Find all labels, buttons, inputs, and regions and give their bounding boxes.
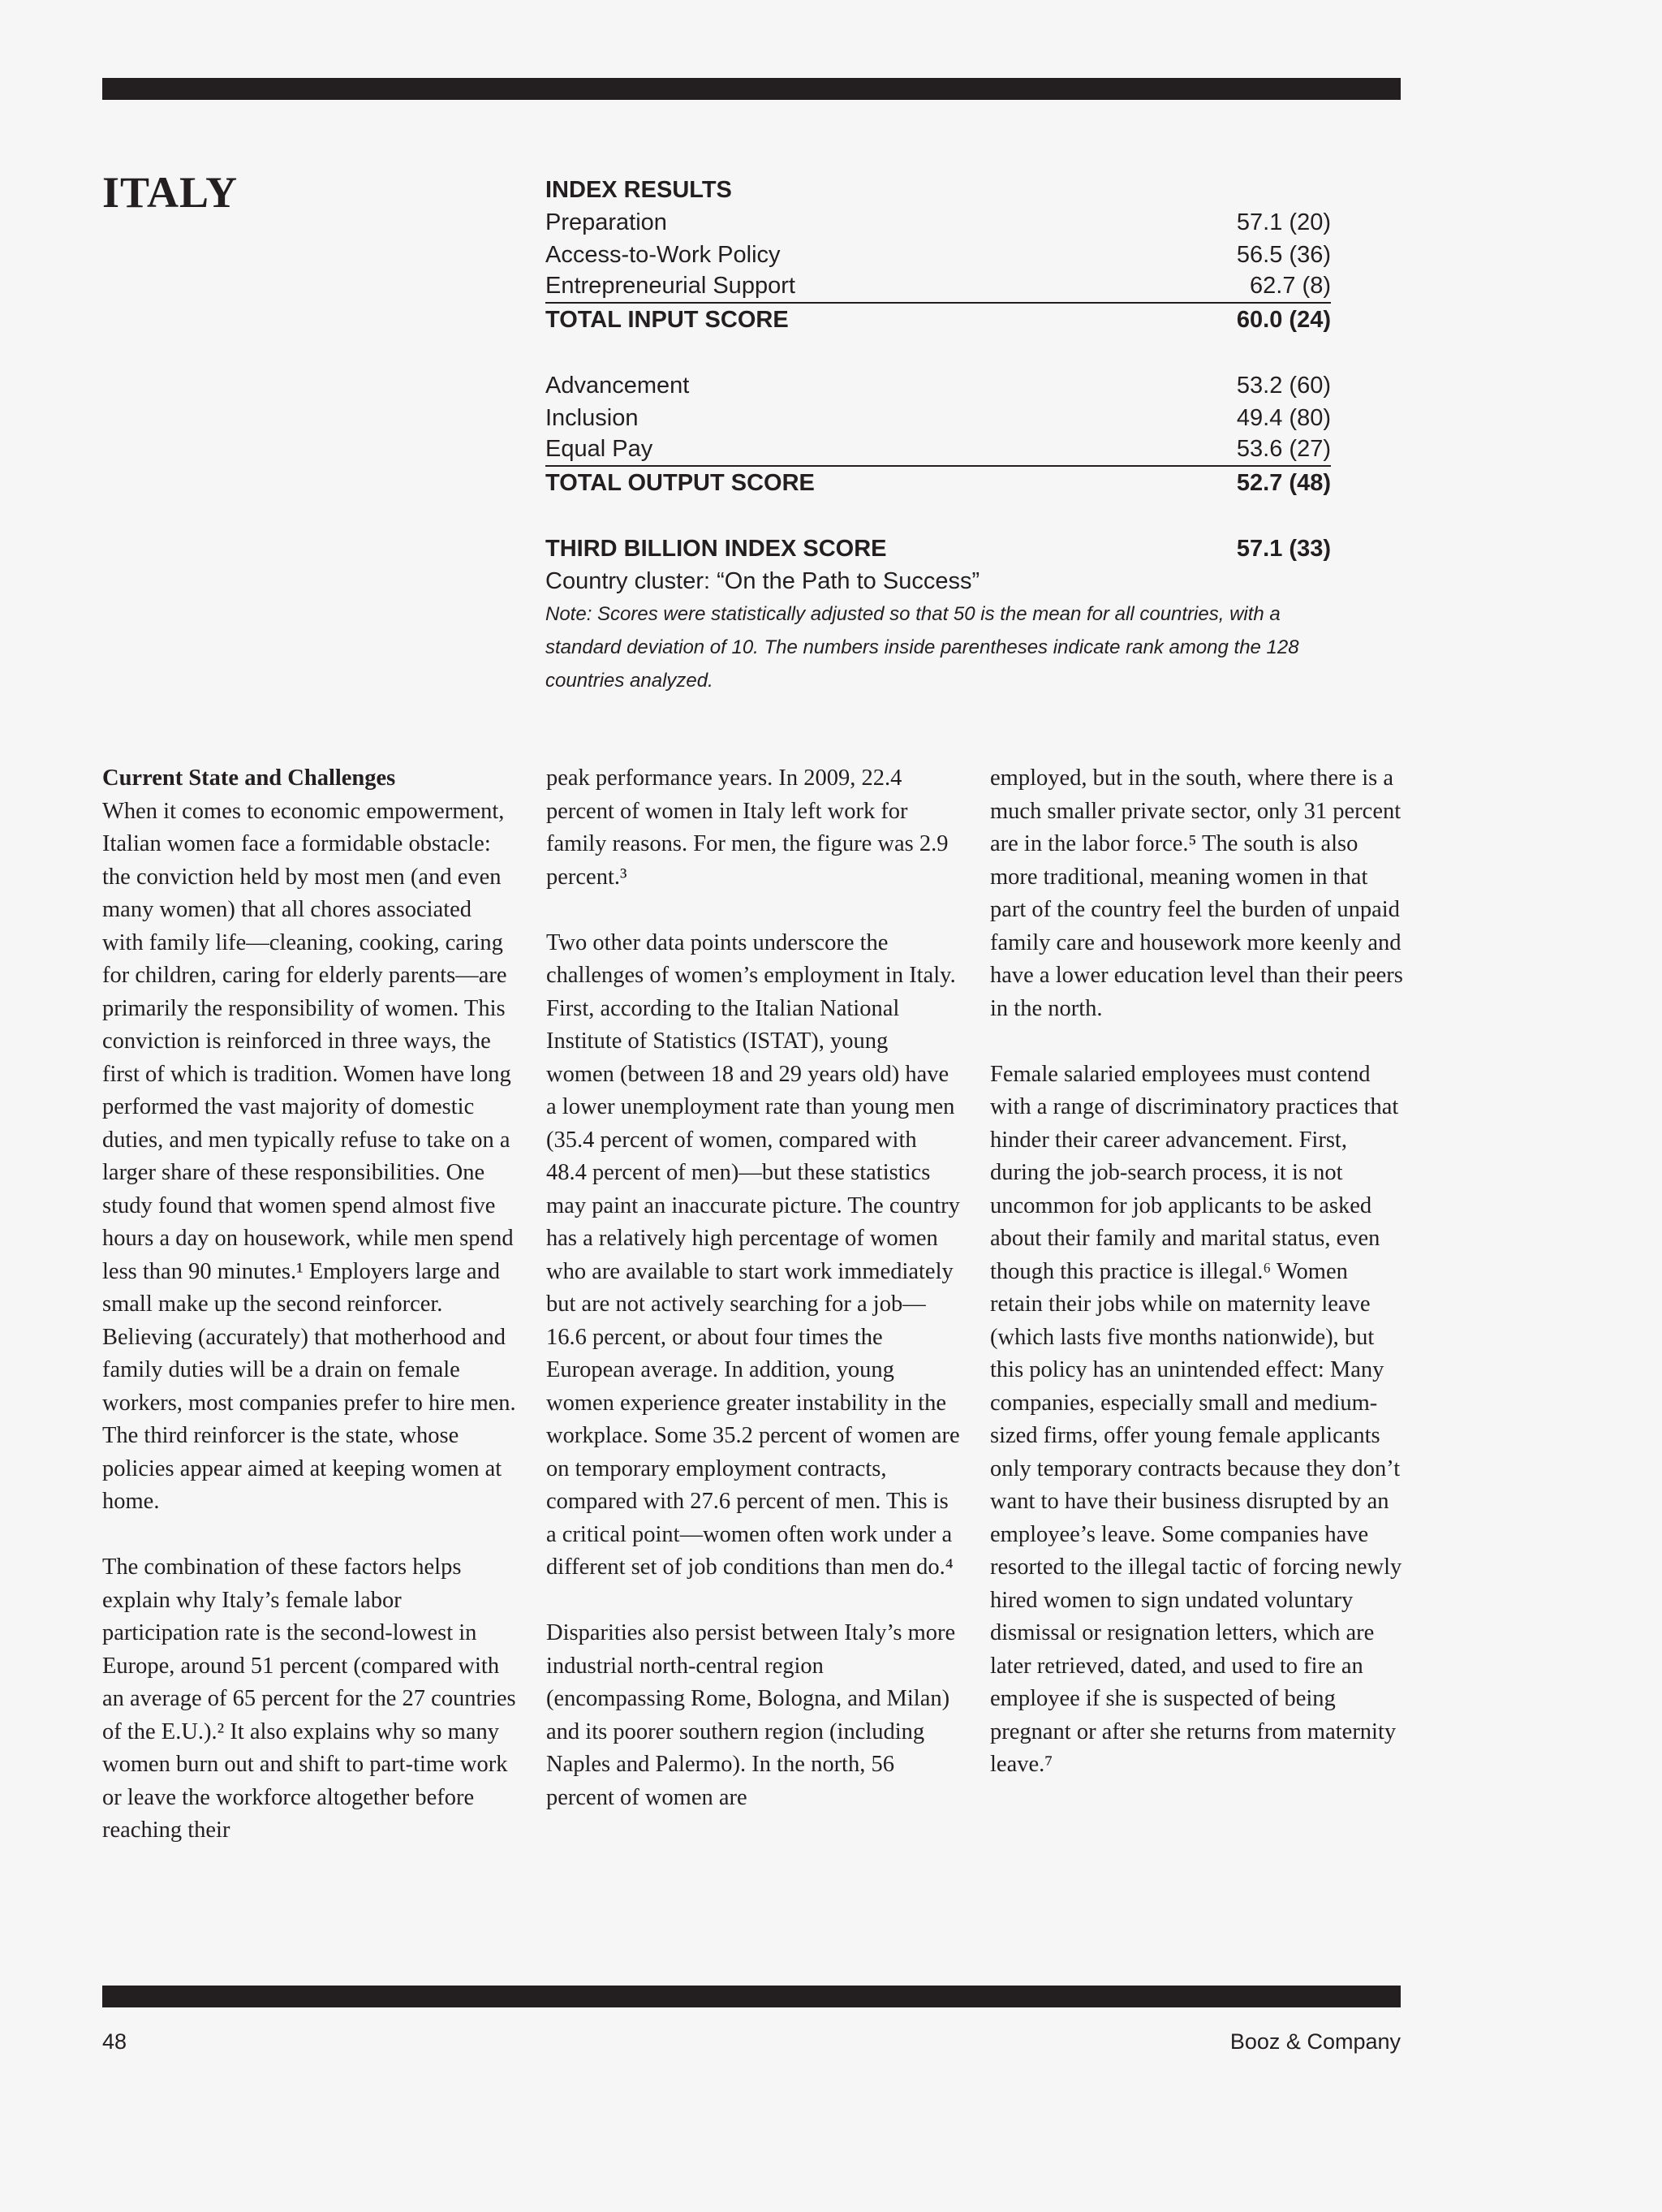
index-row-access-to-work [545,239,1331,271]
total-output-row [545,467,1331,499]
body-paragraph: peak performance years. In 2009, 22.4 percent of women in Italy left work for family reasons. For men, the figure was 2.9 percent.³ [546,765,949,890]
row-label: Entrepreneurial Support [545,273,795,299]
country-title: ITALY [102,168,239,217]
row-value: 57.1 (20) [1236,209,1331,235]
row-value: 57.1 (33) [1236,536,1331,562]
row-label: Inclusion [545,405,639,431]
total-input-row [545,304,1331,336]
index-row-inclusion [545,402,1331,434]
index-row-advancement [545,369,1331,402]
body-paragraph: The combination of these factors helps explain why Italy’s female labor participation rate is the second-lowest in Europe, around 51 percent (compared with an average of 65 percent for the 27 countries of the E.U.).² It also explains why so many women burn out and shift to part-time work or leave the workforce altogether before reaching their [102,1554,516,1843]
footer-brand: Booz & Company [1229,2029,1401,2054]
row-value: 52.7 (48) [1236,470,1331,496]
page-number: 48 [102,2029,127,2054]
row-value: 53.6 (27) [1236,436,1331,462]
row-label: TOTAL INPUT SCORE [545,307,789,333]
row-value: 53.2 (60) [1236,373,1331,399]
body-column-3 [990,762,1404,1814]
row-label: Access-to-Work Policy [545,242,781,268]
row-label: Equal Pay [545,436,653,462]
bottom-rule [102,1986,1401,2007]
index-row-preparation [545,206,1331,239]
index-note: Note: Scores were statistically adjusted so that 50 is the mean for all countries, with a standard deviation of 10. The numbers inside parentheses indicate rank among the 128 countries analyzed. [545,603,1299,692]
top-rule [102,78,1401,100]
index-row-entrepreneurial-support [545,271,1331,304]
body-paragraph: employed, but in the south, where there is a much smaller private sector, only 31 percent are in the labor force.⁵ The south is also more traditional, meaning women in that part of the country feel the burden of unpaid family care and housework more keenly and have a lower education level than their peers in the north. [990,765,1403,1021]
index-results-table [545,174,1331,697]
body-column-1 [102,762,516,1880]
index-header: INDEX RESULTS [545,177,732,203]
section-subhead: Current State and Challenges [102,765,396,791]
body-paragraph: Disparities also persist between Italy’s more industrial north-central region (encompassing Rome, Bologna, and Milan) and its poorer southern region (including Naples and Palermo). In the north, 56 percent of women are [546,1620,956,1810]
row-value: 56.5 (36) [1236,242,1331,268]
third-billion-row [545,533,1331,565]
body-paragraph: When it comes to economic empowerment, Italian women face a formidable obstacle: the conviction held by most men (and even many women) that all chores associated with family life—cleaning, cooking, caring for children, caring for elderly parents—are primarily the responsibility of women. This conviction is reinforced in three ways, the first of which is tradition. Women have long performed the vast majority of domestic duties, and men typically refuse to take on a larger share of these responsibilities. One study found that women spend almost five hours a day on housework, while men spend less than 90 minutes.¹ Employers large and small make up the second reinforcer. Believing (accurately) that motherhood and family duties will be a drain on female workers, most companies prefer to hire men. The third reinforcer is the state, whose policies appear aimed at keeping women at home. [102,798,516,1514]
row-value: 60.0 (24) [1236,307,1331,333]
body-column-2 [546,762,960,1848]
body-paragraph: Female salaried employees must contend with a range of discriminatory practices that hinder their career advancement. First, during the job-search process, it is not uncommon for job applicants to be asked about their family and marital status, even though this practice is illegal.⁶ Women retain their jobs while on maternity leave (which lasts five months nationwide), but this policy has an unintended effect: Many companies, especially small and medium-sized firms, offer young female applicants only temporary contracts because they don’t want to have their business disrupted by an employee’s leave. Some companies have resorted to the illegal tactic of forcing newly hired women to sign undated voluntary dismissal or resignation letters, which are later retrieved, dated, and used to fire an employee if she is suspected of being pregnant or after she returns from maternity leave.⁷ [990,1061,1402,1777]
country-cluster: Country cluster: “On the Path to Success” [545,568,980,594]
row-label: TOTAL OUTPUT SCORE [545,470,815,496]
row-label: THIRD BILLION INDEX SCORE [545,536,887,562]
index-row-equal-pay [545,434,1331,467]
body-paragraph: Two other data points underscore the challenges of women’s employment in Italy. First, according to the Italian National Institute of Statistics (ISTAT), young women (between 18 and 29 years old) have a lower unemployment rate than young men (35.4 percent of women, compared with 48.4 percent of men)—but these statistics may paint an inaccurate picture. The country has a relatively high percentage of women who are available to start work immediately but are not actively searching for a job—16.6 percent, or about four times the European average. In addition, young women experience greater instability in the workplace. Some 35.2 percent of women are on temporary employment contracts, compared with 27.6 percent of men. This is a critical point—women often work under a different set of job conditions than men do.⁴ [546,929,960,1580]
row-value: 49.4 (80) [1236,405,1331,431]
row-label: Preparation [545,209,667,235]
row-label: Advancement [545,373,690,399]
row-value: 62.7 (8) [1250,273,1331,299]
